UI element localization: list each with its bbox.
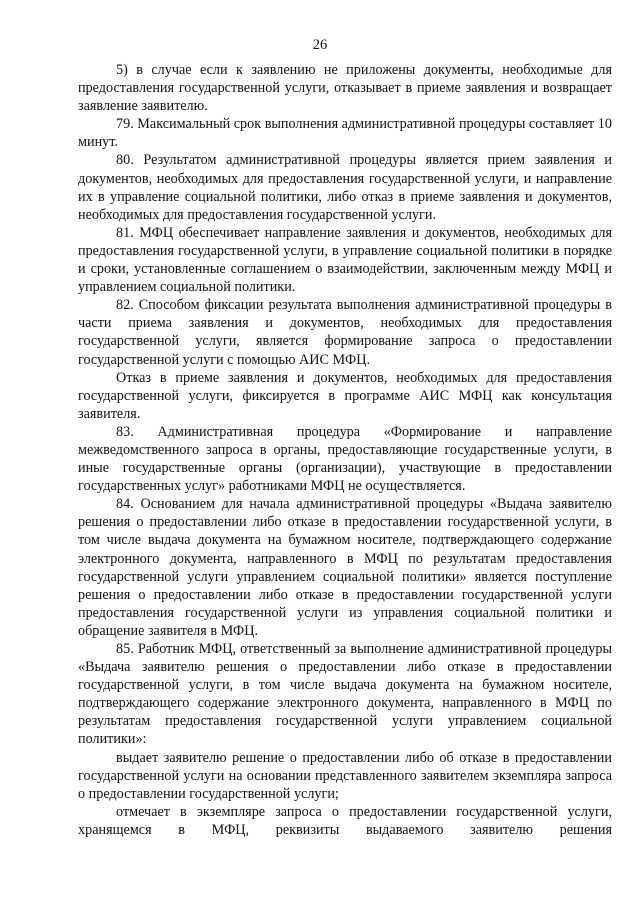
paragraph-marks-request: отмечает в экземпляре запроса о предоставлении государственной услуги, хранящемся в МФЦ, реквизиты выдаваемого заявителю решения [78, 803, 612, 838]
page-number: 26 [312, 37, 328, 53]
paragraph-5: 5) в случае если к заявлению не приложены документы, необходимые для предоставления государственной услуги, отказывает в приеме заявления и возвращает заявление заявителю. [78, 62, 612, 115]
paragraph-issues-decision: выдает заявителю решение о предоставлении либо об отказе в предоставлении государственной услуги на основании представленного заявителем экземпляра запроса о предоставлении государственной услуги; [78, 749, 612, 802]
paragraph-80: 80. Результатом административной процедуры является прием заявления и документов, необходимых для предоставления государственной услуги, и направление их в управление социальной политики, либо отказ в приеме заявления и документов, необходимых для предоставления государственной услуги. [78, 152, 612, 223]
paragraph-82: 82. Способом фиксации результата выполнения административной процедуры в части приема заявления и документов, необходимых для предоставления государственной услуги, является формирование запроса о предоставлении государственной услуги с помощью АИС МФЦ. [78, 297, 612, 368]
paragraph-81: 81. МФЦ обеспечивает направление заявления и документов, необходимых для предоставления государственной услуги, в управление социальной политики в порядке и сроки, установленные соглашением о взаимодействии, заключенным между МФЦ и управлением социальной политики. [78, 224, 612, 296]
paragraph-refusal-note: Отказ в приеме заявления и документов, необходимых для предоставления государственной услуги, фиксируется в программе АИС МФЦ как консультация заявителя. [78, 369, 612, 422]
paragraph-83: 83. Административная процедура «Формирование и направление межведомственного запроса в органы, предоставляющие государственные услуги, в иные государственные органы (организации), участвующие в предоставлении государственных услуг» работниками МФЦ не осуществляется. [78, 423, 612, 495]
paragraph-85: 85. Работник МФЦ, ответственный за выполнение административной процедуры «Выдача заявителю решения о предоставлении либо отказе в предоставлении государственной услуги, в том числе выдача документа на бумажном носителе, подтверждающего содержание электронного документа, направленного в МФЦ по результатам предоставления государственной услуги управлением социальной политики»: [78, 641, 612, 748]
document-body [78, 61, 612, 839]
paragraph-84: 84. Основанием для начала административной процедуры «Выдача заявителю решения о предоставлении либо отказе в предоставлении государственной услуги, в том числе выдача документа на бумажном носителе, подтверждающего содержание электронного документа, направленного в МФЦ по результатам предоставления государственной услуги управлением социальной политики» является поступление решения о предоставлении либо отказе в предоставлении государственной услуги предоставления государственной услуги из управления социальной политики и обращение заявителя в МФЦ. [78, 496, 612, 639]
paragraph-79: 79. Максимальный срок выполнения административной процедуры составляет 10 минут. [78, 116, 612, 151]
